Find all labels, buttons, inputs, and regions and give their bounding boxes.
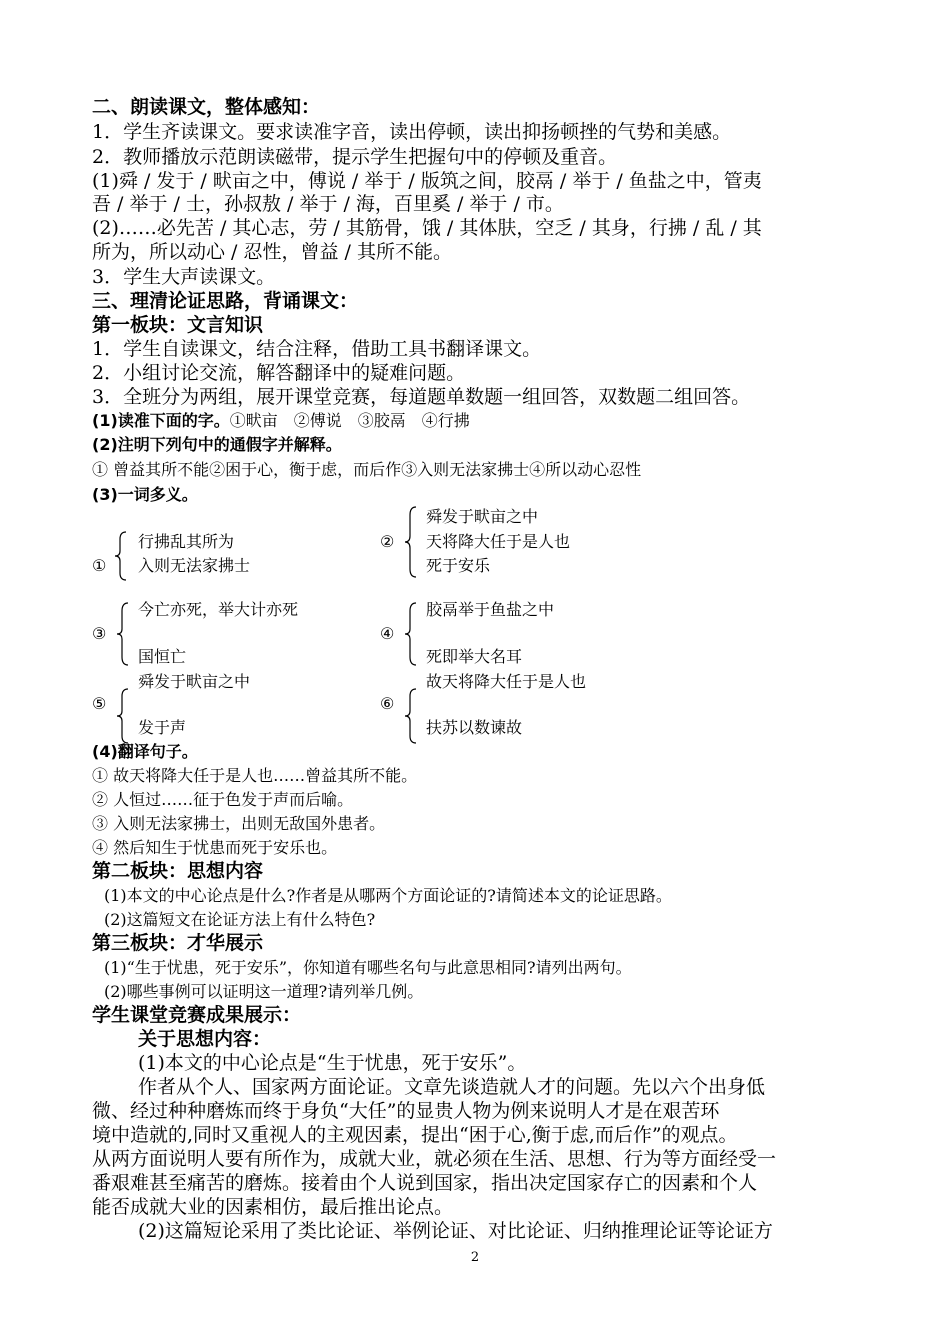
poly-number-4: ④ [380, 624, 395, 643]
poly-number-5: ⑤ [92, 694, 107, 713]
poly-item: 舜发于畎亩之中 [426, 507, 539, 526]
section-2-title: 二、朗读课文，整体感知： [92, 96, 321, 118]
paragraph: 3．全班分为两组，展开课堂竞赛，每道题单数题一组回答，双数题二组回答。 [92, 386, 751, 408]
paragraph: 番艰难甚至痛苦的磨炼。接着由个人说到国家，指出决定国家存亡的因素和个人 [92, 1172, 758, 1194]
paragraph: (1)舜 / 发于 / 畎亩之中，傅说 / 举于 / 版筑之间，胶鬲 / 举于 / 鱼盐之中，管夷 [92, 170, 762, 192]
poly-item: 扶苏以数谏故 [426, 718, 523, 737]
question-label: (1)读准下面的字。 [92, 411, 230, 430]
poly-item: 死于安乐 [426, 556, 491, 575]
question-2-items: ① 曾益其所不能②困于心，衡于虑，而后作③入则无法家拂士④所以动心忍性 [92, 460, 642, 479]
translation-item: ④ 然后知生于忧患而死于安乐也。 [92, 838, 338, 857]
poly-item: 死即举大名耳 [426, 647, 523, 666]
poly-item: 入则无法家拂士 [138, 556, 251, 575]
question-1 [92, 413, 470, 429]
results-subtitle: 关于思想内容： [138, 1028, 272, 1050]
block-3-title: 第三板块：才华展示 [92, 932, 264, 954]
paragraph: (2)哪些事例可以证明这一道理?请列举几例。 [104, 982, 424, 1001]
poly-item: 今亡亦死，举大计亦死 [138, 600, 299, 619]
paragraph: 作者从个人、国家两方面论证。文章先谈造就人才的问题。先以六个出身低 [138, 1076, 766, 1098]
paragraph: 能否成就大业的因素相仿，最后推出论点。 [92, 1196, 454, 1218]
brace-icon [404, 688, 418, 744]
poly-item: 胶鬲举于鱼盐之中 [426, 600, 555, 619]
brace-icon [116, 602, 130, 666]
translation-item: ① 故天将降大任于是人也……曾益其所不能。 [92, 766, 418, 785]
poly-item: 行拂乱其所为 [138, 532, 235, 551]
poly-item: 天将降大任于是人也 [426, 532, 571, 551]
question-3: (3)一词多义。 [92, 485, 198, 504]
brace-icon [116, 688, 130, 744]
paragraph: 2．小组讨论交流，解答翻译中的疑难问题。 [92, 362, 466, 384]
paragraph: (1)“生于忧患，死于安乐”，你知道有哪些名句与此意思相同?请列出两句。 [104, 958, 632, 977]
poly-item: 舜发于畎亩之中 [138, 672, 251, 691]
results-title: 学生课堂竞赛成果展示： [92, 1004, 302, 1026]
block-2-title: 第二板块：思想内容 [92, 860, 264, 882]
block-1-title: 第一板块：文言知识 [92, 314, 264, 336]
poly-number-1: ① [92, 556, 107, 575]
translation-item: ③ 入则无法家拂士，出则无敌国外患者。 [92, 814, 386, 833]
poly-number-2: ② [380, 532, 395, 551]
paragraph: (2)这篇短论采用了类比论证、举例论证、对比论证、归纳推理论证等论证方 [138, 1220, 773, 1242]
translation-item: ② 人恒过……征于色发于声而后喻。 [92, 790, 354, 809]
paragraph: 境中造就的,同时又重视人的主观因素，提出“困于心,衡于虑,而后作”的观点。 [92, 1124, 738, 1146]
paragraph: 所为，所以动心 / 忍性，曾益 / 其所不能。 [92, 241, 452, 263]
poly-number-3: ③ [92, 624, 107, 643]
paragraph: 吾 / 举于 / 士，孙叔敖 / 举于 / 海，百里奚 / 举于 / 市。 [92, 193, 564, 215]
paragraph: 1．学生自读课文，结合注释，借助工具书翻译课文。 [92, 338, 542, 360]
paragraph: 2．教师播放示范朗读磁带，提示学生把握句中的停顿及重音。 [92, 146, 618, 168]
poly-item: 发于声 [138, 718, 187, 737]
paragraph: 从两方面说明人要有所作为，成就大业，就必须在生活、思想、行为等方面经受一 [92, 1148, 777, 1170]
paragraph: 微、经过种种磨炼而终于身负“大任”的显贵人物为例来说明人才是在艰苦环 [92, 1100, 720, 1122]
paragraph: 3．学生大声读课文。 [92, 266, 276, 288]
paragraph: 1．学生齐读课文。要求读准字音，读出停顿，读出抑扬顿挫的气势和美感。 [92, 121, 732, 143]
page-number: 2 [470, 1250, 480, 1265]
question-4: (4)翻译句子。 [92, 742, 198, 761]
paragraph: (1)本文的中心论点是“生于忧患，死于安乐”。 [138, 1052, 527, 1074]
question-2: (2)注明下列句中的通假字并解释。 [92, 435, 342, 454]
poly-item: 故天将降大任于是人也 [426, 672, 587, 691]
question-items: ①畎亩 ②傅说 ③胶鬲 ④行拂 [229, 411, 470, 430]
poly-item: 国恒亡 [138, 647, 187, 666]
brace-icon [114, 531, 128, 581]
section-3-title: 三、理清论证思路，背诵课文： [92, 290, 359, 312]
paragraph: (1)本文的中心论点是什么?作者是从哪两个方面论证的?请简述本文的论证思路。 [104, 886, 672, 905]
paragraph: (2)……必先苦 / 其心志，劳 / 其筋骨，饿 / 其体肤，空乏 / 其身，行拂 / 乱 / 其 [92, 217, 762, 239]
brace-icon [404, 602, 418, 666]
brace-icon [404, 506, 418, 578]
paragraph: (2)这篇短文在论证方法上有什么特色? [104, 910, 376, 929]
poly-number-6: ⑥ [380, 694, 395, 713]
